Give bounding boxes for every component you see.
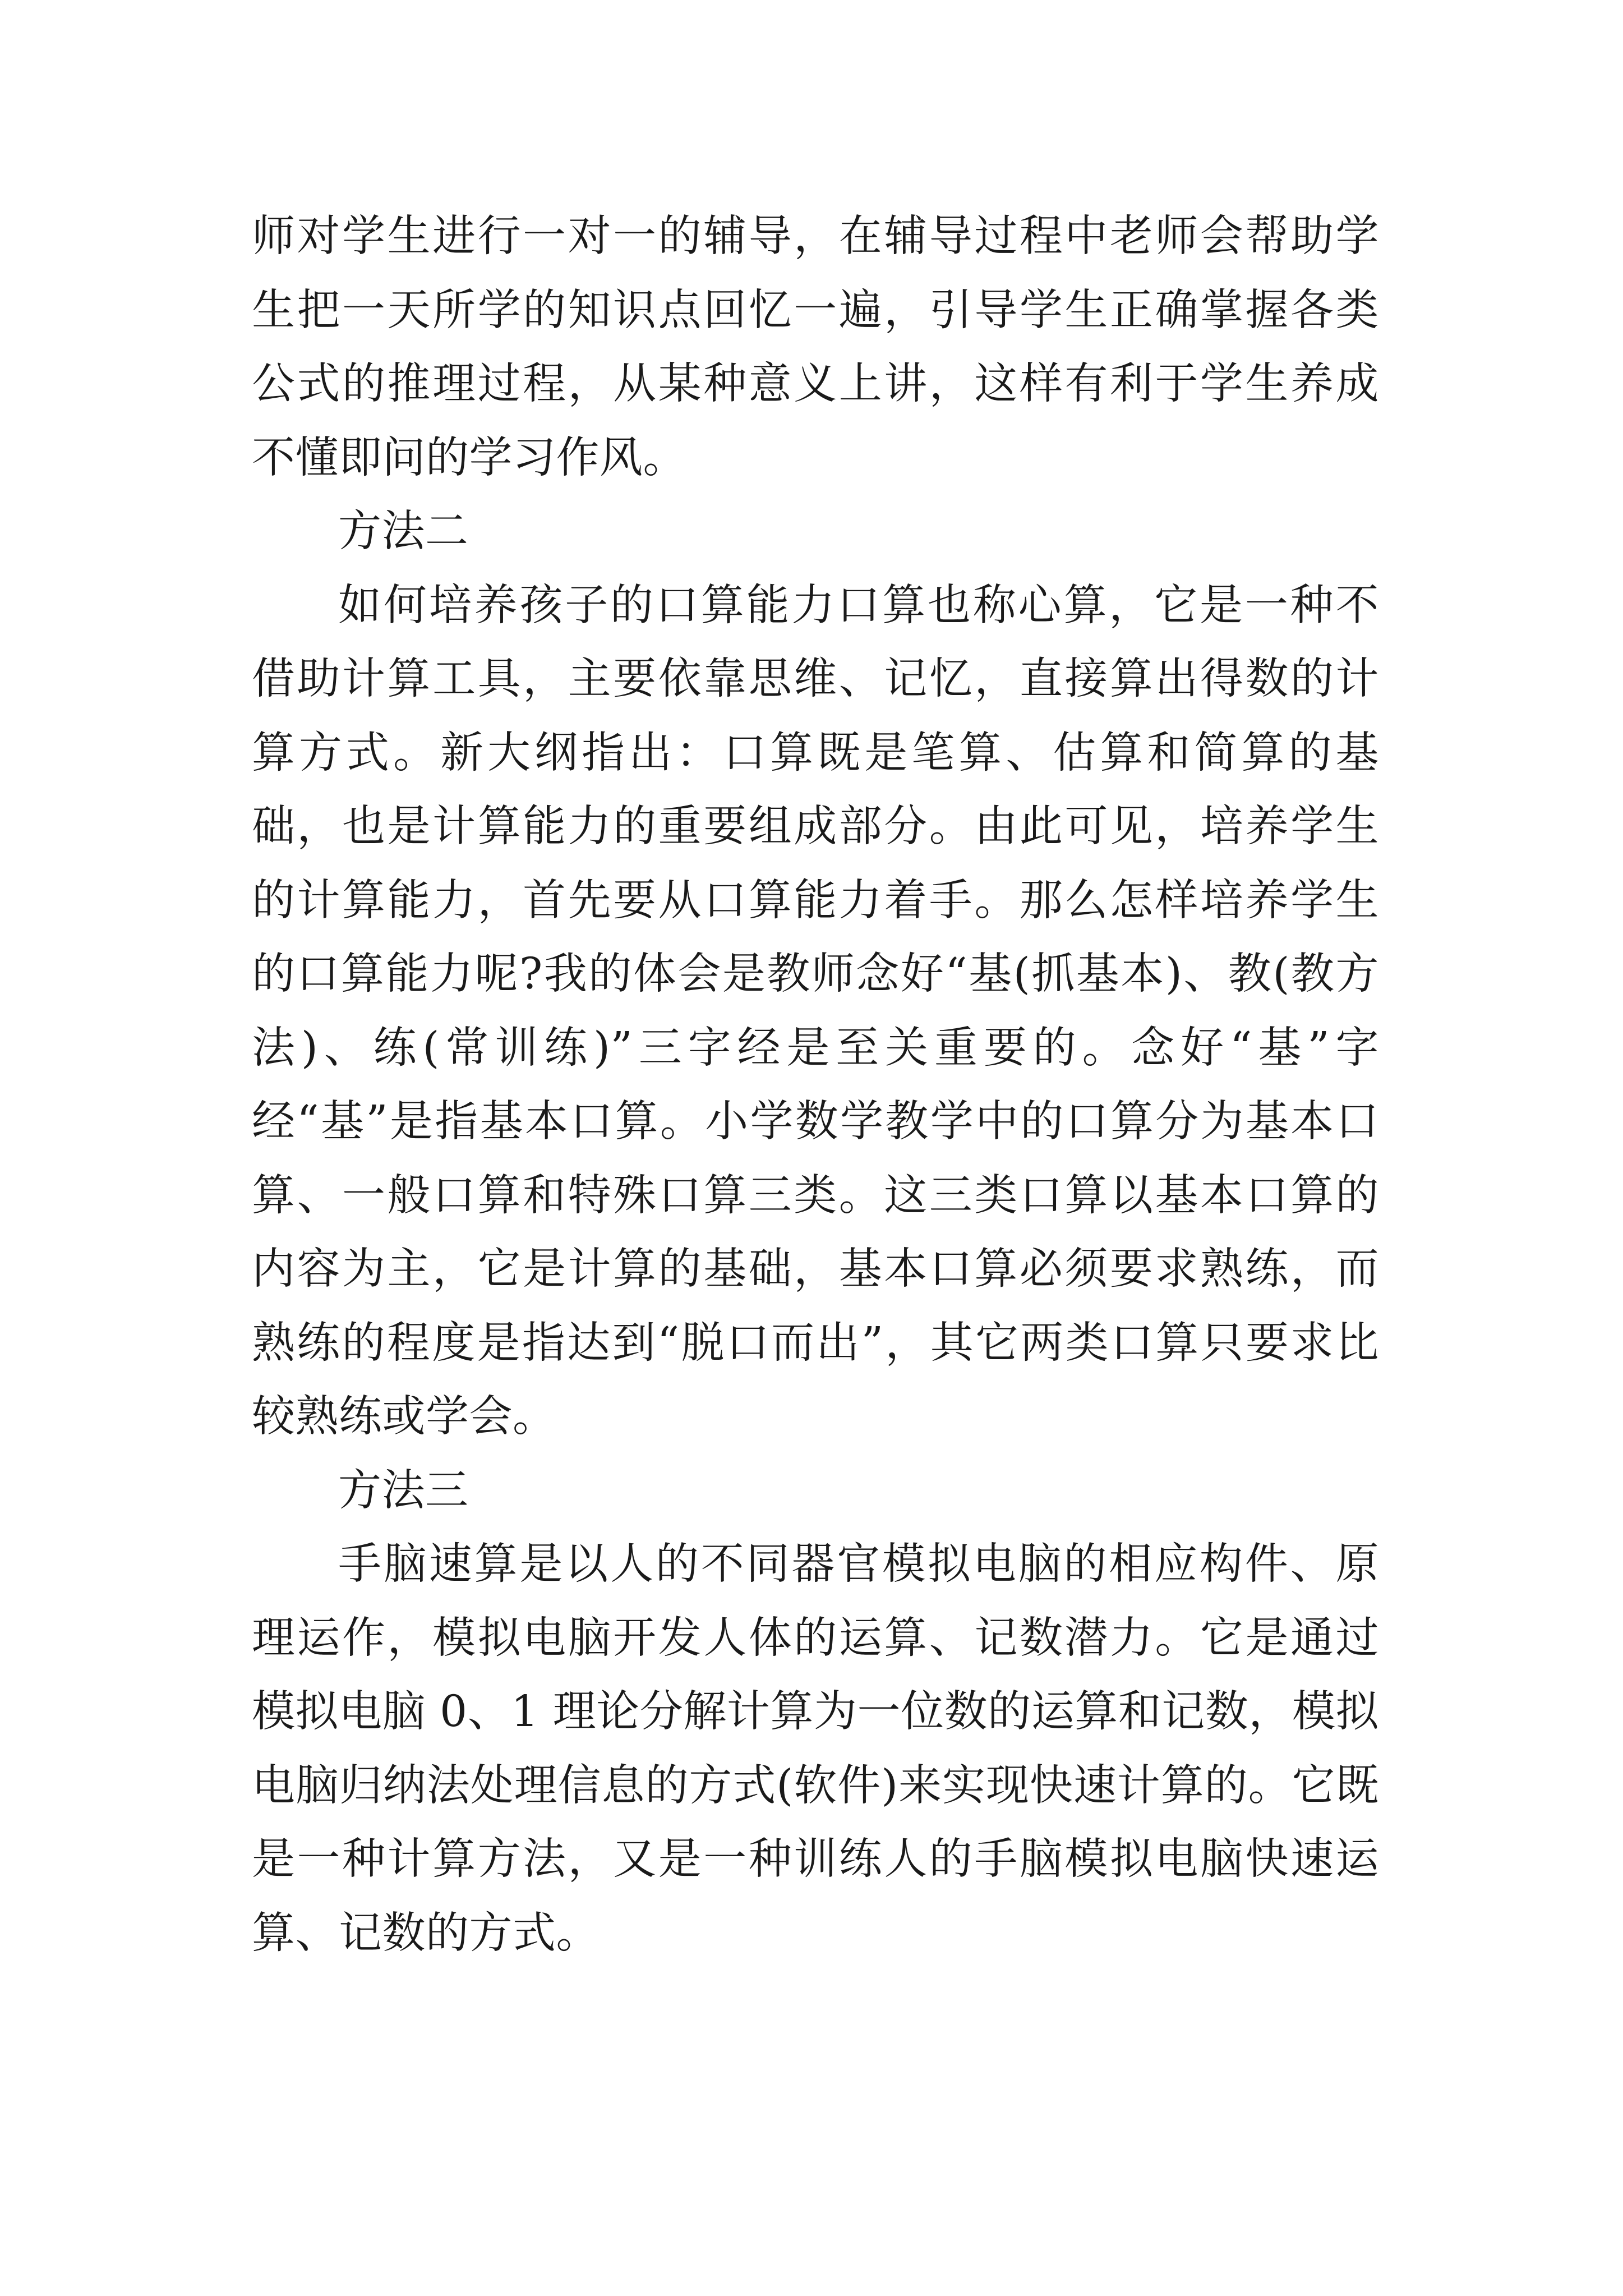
paragraph-brain-speed-calculation: 手脑速算是以人的不同器官模拟电脑的相应构件、原理运作，模拟电脑开发人体的运算、记数潜力。它是通过模拟电脑 0、1 理论分解计算为一位数的运算和记数，模拟电脑归纳法处理信息的方式(软件)来实现快速计算的。它既是一种计算方法，又是一种训练人的手脑模拟电脑快速运算、记数的方式。 [252, 1539, 1379, 1958]
heading-method-three: 方法三 [338, 1465, 469, 1516]
heading-method-two: 方法二 [338, 507, 469, 556]
document-body [252, 200, 1379, 1970]
paragraph-oral-calculation: 如何培养孩子的口算能力口算也称心算，它是一种不借助计算工具，主要依靠思维、记忆，直接算出得数的计算方式。新大纲指出：口算既是笔算、估算和简算的基础，也是计算能力的重要组成部分。由此可见，培养学生的计算能力，首先要从口算能力着手。那么怎样培养学生的口算能力呢?我的体会是教师念好“基(抓基本)、教(教方法)、练(常训练)”三字经是至关重要的。念好“基”字经“基”是指基本口算。小学数学教学中的口算分为基本口算、一般口算和特殊口算三类。这三类口算以基本口算的内容为主，它是计算的基础，基本口算必须要求熟练，而熟练的程度是指达到“脱口而出”，其它两类口算只要求比较熟练或学会。 [252, 580, 1379, 1442]
paragraph-continuation: 师对学生进行一对一的辅导，在辅导过程中老师会帮助学生把一天所学的知识点回忆一遍，引导学生正确掌握各类公式的推理过程，从某种意义上讲，这样有利于学生养成不懂即问的学习作风。 [252, 211, 1379, 483]
